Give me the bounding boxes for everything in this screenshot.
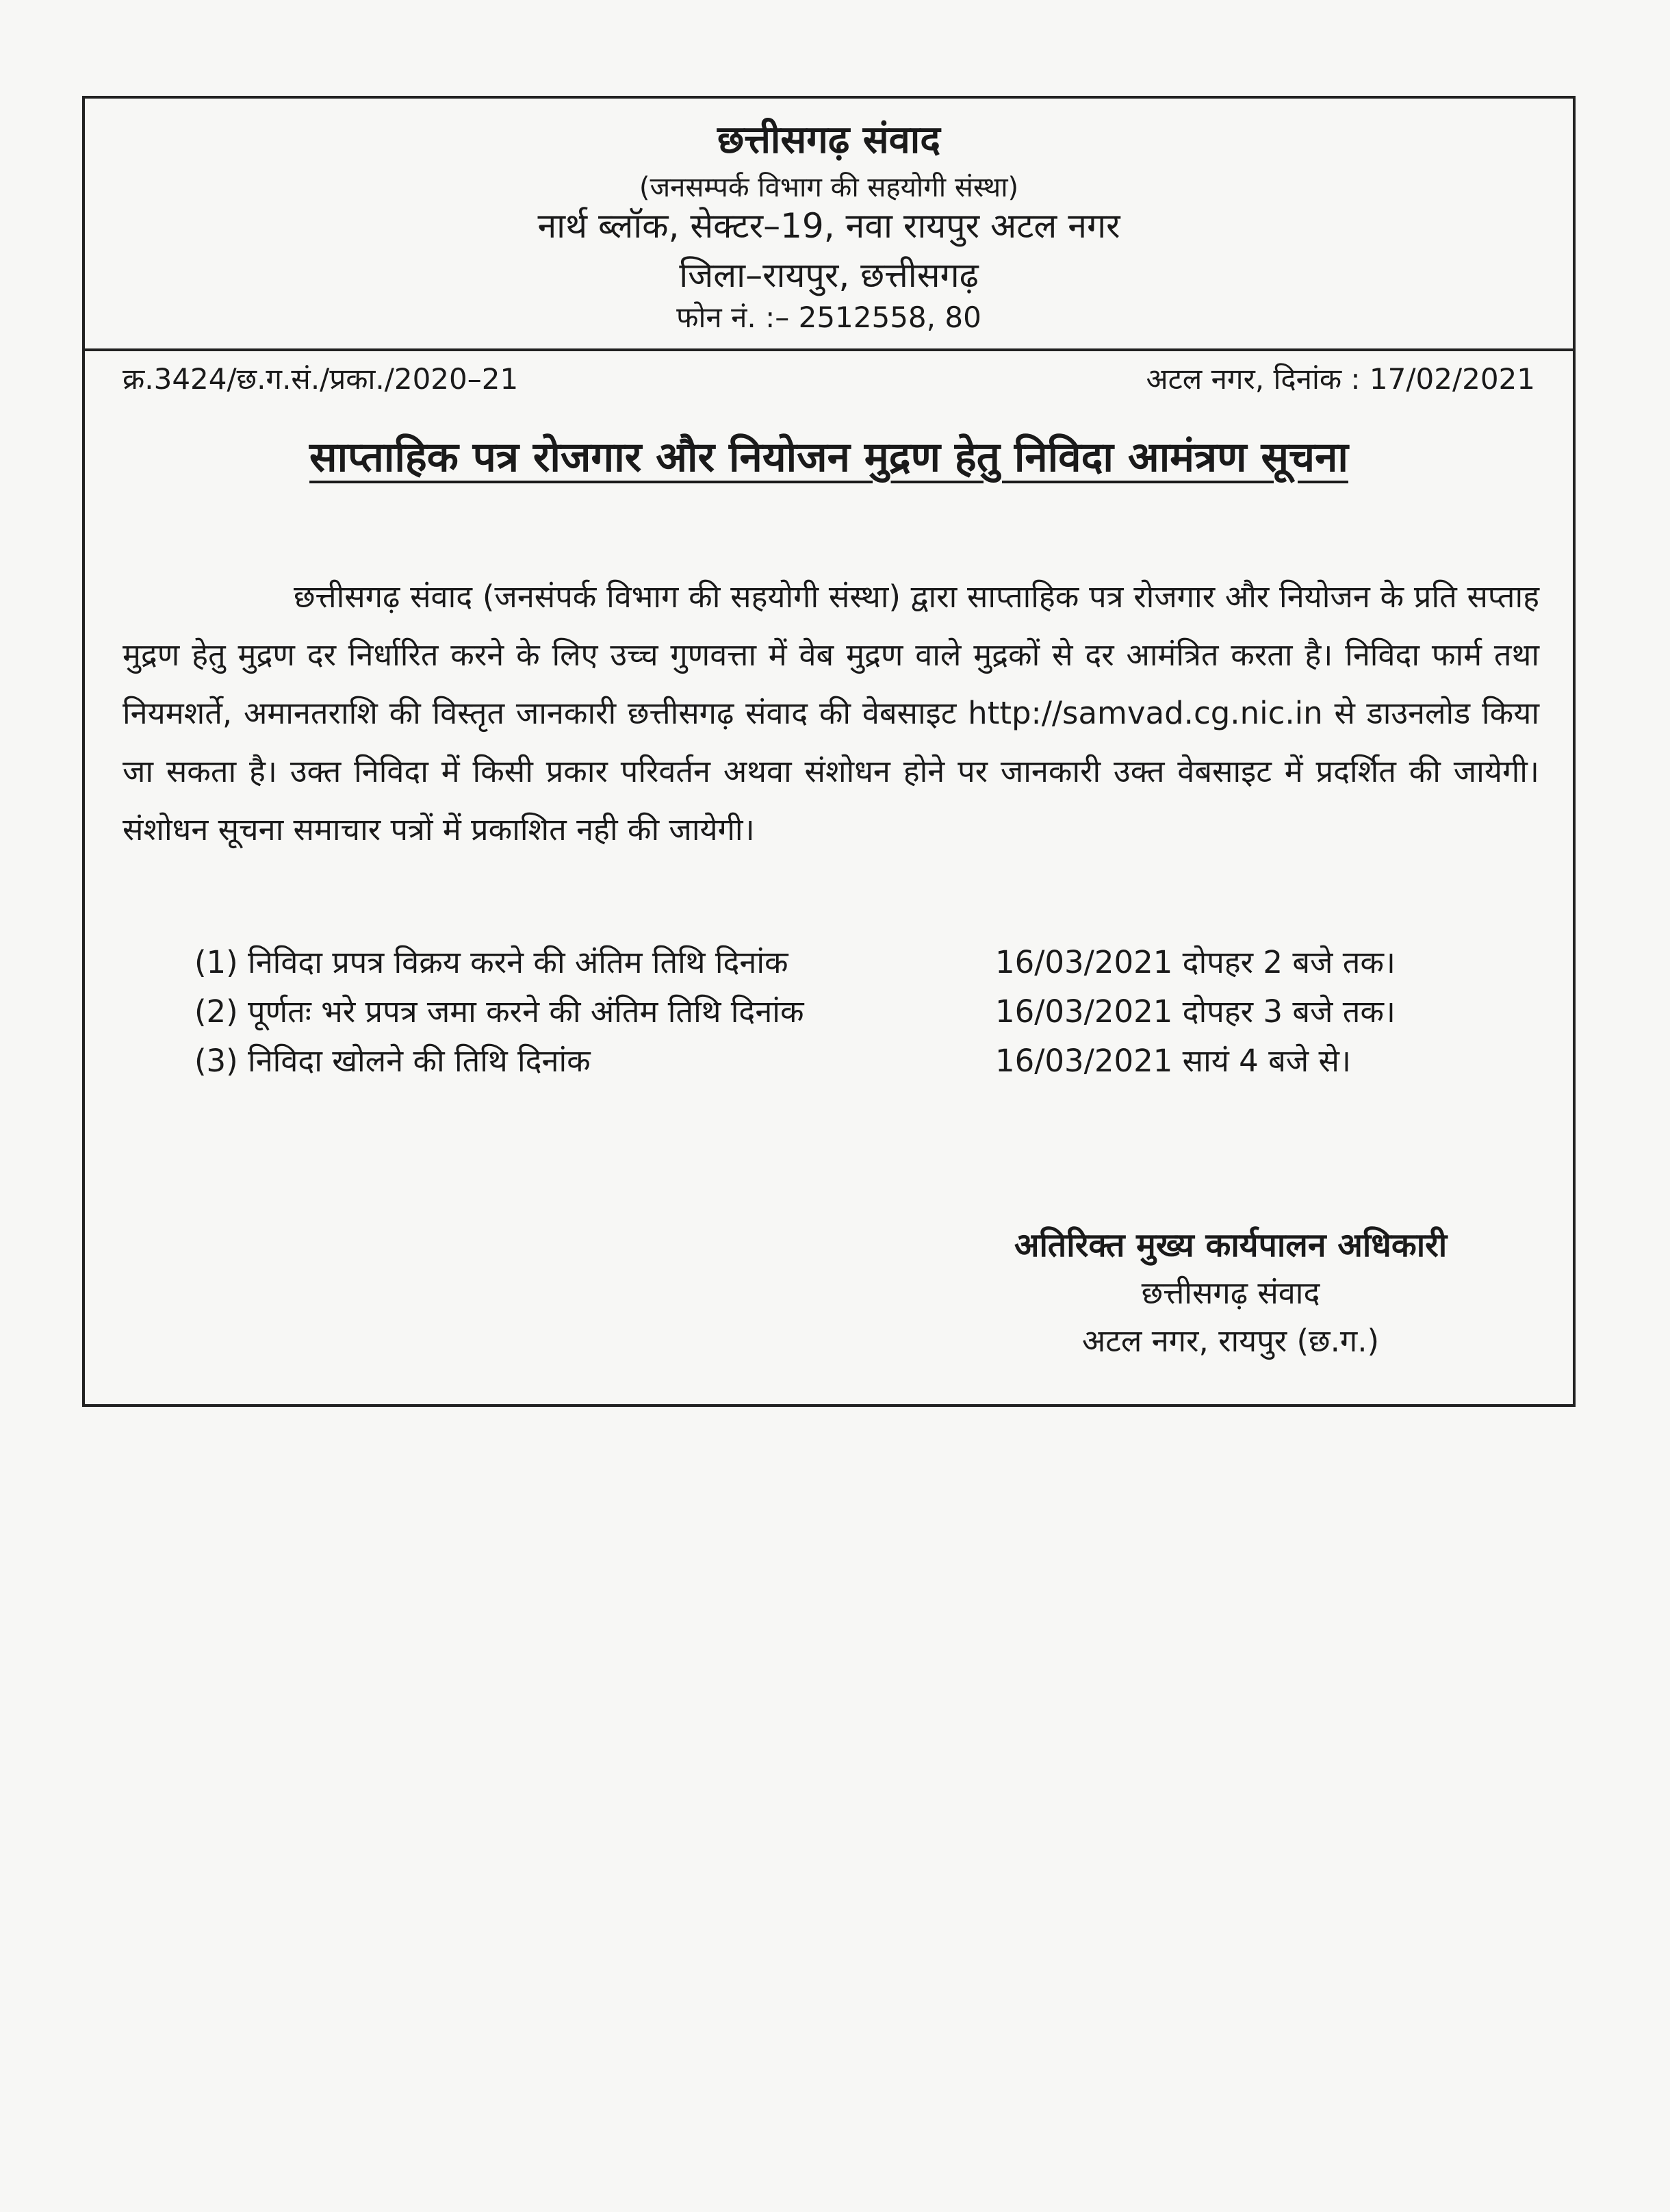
phone-number: फोन नं. :– 2512558, 80	[676, 301, 981, 334]
signatory-place: अटल नगर, रायपुर (छ.ग.)	[1081, 1323, 1380, 1359]
schedule-item-value: 16/03/2021 दोपहर 2 बजे तक।	[995, 944, 1396, 980]
schedule-item-value: 16/03/2021 सायं 4 बजे से।	[995, 1043, 1351, 1079]
schedule-item	[194, 1039, 1550, 1089]
address-line-2: जिला–रायपुर, छत्तीसगढ़	[679, 255, 979, 295]
letterhead	[85, 99, 1573, 351]
schedule-item-label: (1) निविदा प्रपत्र विक्रय करने की अंतिम तिथि दिनांक	[194, 944, 788, 980]
signatory-title: अतिरिक्त मुख्य कार्यपालन अधिकारी	[1014, 1226, 1448, 1264]
notice-box	[82, 96, 1576, 1407]
schedule-item-value: 16/03/2021 दोपहर 3 बजे तक।	[995, 993, 1396, 1030]
schedule-item	[194, 990, 1550, 1039]
schedule-item-label: (2) पूर्णतः भरे प्रपत्र जमा करने की अंतिम तिथि दिनांक	[194, 993, 804, 1030]
address-line-1: नार्थ ब्लॉक, सेक्टर–19, नवा रायपुर अटल नगर	[537, 206, 1120, 246]
notice-body: छत्तीसगढ़ संवाद (जनसंपर्क विभाग की सहयोगी संस्था) द्वारा साप्ताहिक पत्र रोजगार और नियोजन के प्रति सप्ताह मुद्रण हेतु मुद्रण दर निर्धारित करने के लिए उच्च गुणवत्ता में वेब मुद्रण वाले मुद्रकों से दर आमंत्रित करता है। निविदा फार्म तथा नियमशर्ते, अमानतराशि की विस्तृत जानकारी छत्तीसगढ़ संवाद की वेबसाइट http://samvad.cg.nic.in से डाउनलोड किया जा सकता है। उक्त निविदा में किसी प्रकार परिवर्तन अथवा संशोधन होने पर जानकारी उक्त वेबसाइट में प्रदर्शित की जायेगी। संशोधन सूचना समाचार पत्रों में प्रकाशित नही की जायेगी।	[123, 579, 1539, 848]
notice-title-wrap	[85, 427, 1573, 483]
issue-date: अटल नगर, दिनांक : 17/02/2021	[1146, 362, 1535, 396]
schedule-item-label: (3) निविदा खोलने की तिथि दिनांक	[194, 1043, 591, 1079]
notice-title: साप्ताहिक पत्र रोजगार और नियोजन मुद्रण हेतु निविदा आमंत्रण सूचना	[309, 433, 1348, 481]
org-subtitle: (जनसम्पर्क विभाग की सहयोगी संस्था)	[639, 172, 1019, 203]
org-name: छत्तीसगढ़ संवाद	[717, 118, 941, 162]
schedule-list	[194, 941, 1550, 1089]
reference-number: क्र.3424/छ.ग.सं./प्रका./2020–21	[123, 362, 519, 396]
schedule-item	[194, 941, 1550, 990]
signature-block	[957, 1221, 1504, 1365]
signatory-org: छत्तीसगढ़ संवाद	[1141, 1275, 1320, 1311]
